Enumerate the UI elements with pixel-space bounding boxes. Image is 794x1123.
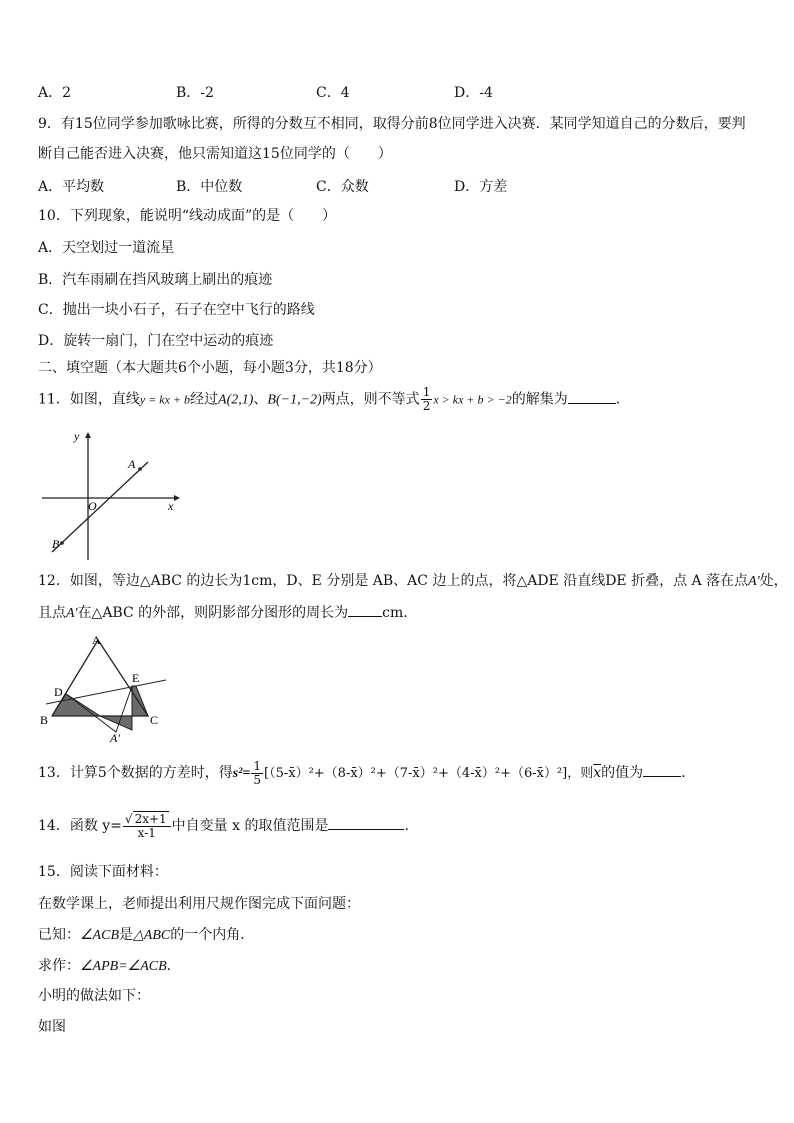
q11-x-label: x [168,499,174,513]
q11-point-b-dot [60,541,64,545]
q13-answer-blank [643,762,681,777]
q14-prefix: 14．函数 y= [38,818,122,834]
q11-line-ab [52,462,148,552]
q12-label-d: D [54,685,63,699]
q11-frac-den: 2 [422,399,431,413]
q9-stem-line2: 断自己能否进入决赛，他只需知道这15位同学的（ ） [38,146,392,162]
q11-answer-blank [568,389,616,404]
q11-through: 经过 [190,391,219,408]
q12-answer-blank [348,602,382,617]
q13-xbar: $\overline{x}$ [593,765,602,781]
q12-label-a: A [92,634,101,647]
q12-a-prime-1: A' [748,574,760,589]
q10-option-c: C．抛出一块小石子，石子在空中飞行的路线 [38,302,315,318]
q12-a-prime-2: A' [66,606,78,621]
q12-fold-line-de [46,680,166,704]
q11-suffix: 的解集为 [511,391,568,408]
q13-frac-den: 5 [253,772,261,787]
q13-body: [（5-x̄）²+（8-x̄）²+（7-x̄）²+（4-x̄）²+（6-x̄）²]，则 [264,766,594,781]
q14-stem [38,808,409,844]
q11-y-label: y [74,429,80,443]
q9-option-a: A．平均数 [38,179,105,195]
q9-option-b: B．中位数 [176,179,243,195]
q13-s-squared: s²= [232,766,251,781]
q15-line4 [38,956,181,977]
q15-line3 [38,925,254,946]
q14-suffix: 中自变量 x 的取值范围是 [171,818,329,834]
q15-line3-mid: 是 [119,927,133,943]
q13-fraction [251,760,263,787]
q11-mid: 两点，则不等式 [321,391,420,408]
q15-angle-acb: ∠ACB [80,928,119,943]
q15-line2: 在数学课上，老师提出利用尺规作图完成下面问题： [38,896,360,912]
q11-point-b: B(−1,−2) [267,392,322,408]
q15-line5: 小明的做法如下： [38,988,150,1004]
q8-option-a: A．2 [38,85,72,101]
q12-triangle-figure [38,634,178,746]
q15-line6: 如图 [38,1019,66,1035]
q11-fraction [421,386,433,413]
q12-label-c: C [150,713,159,727]
q11-x-arrow [174,495,180,501]
q13-frac-num: 1 [253,758,261,773]
q14-radicand: 2x+1 [134,811,167,826]
q11-separator: 、 [253,391,268,408]
q13-end: . [681,765,686,781]
q15-line4-post: ． [166,958,181,974]
q12-line2-mid: 在△ABC 的外部，则阴影部分图形的周长为 [77,605,349,621]
q15-angle-apb: ∠APB=∠ACB [80,959,167,974]
q13-prefix: 13．计算5个数据的方差时，得 [38,765,233,781]
q9-stem-line1: 9．有15位同学参加歌咏比赛，所得的分数互不相同，取得分前8位同学进入决赛．某同学知道自己的分数后，要判 [38,116,746,132]
q13-suffix: 的值为 [601,765,644,781]
q15-line1: 15．阅读下面材料： [38,864,168,880]
q9-option-d: D．方差 [454,179,508,195]
q11-point-a-dot [138,467,142,471]
q14-fraction [123,813,171,840]
q12-label-a-prime: A' [110,731,120,745]
q13-stem [38,758,686,789]
section-heading-fill-in: 二、填空题（本大题共6个小题，每小题3分，共18分） [38,360,382,376]
q15-triangle-abc: △ABC [133,928,171,943]
q11-origin-label: O [88,499,97,513]
q12-label-b: B [40,713,49,727]
q8-option-c: C．4 [316,85,350,101]
q12-label-e: E [132,671,140,685]
q8-option-d: D．-4 [454,85,493,101]
q11-line-equation: y = kx + b [139,392,191,407]
q11-y-arrow [85,432,91,438]
q11-coordinate-figure [38,426,180,562]
q11-inequality: x > kx + b > −2 [433,392,512,407]
q12-line2-pre: 且点 [38,605,66,621]
q12-stem-line1 [38,571,788,592]
q11-prefix: 11．如图，直线 [38,391,140,408]
q15-line3-pre: 已知： [38,927,80,943]
q14-end: . [404,818,409,834]
q10-stem: 10．下列现象，能说明“线动成面”的是（ ） [38,208,337,224]
q9-option-c: C．众数 [316,179,369,195]
q14-numerator: √ 2x+1 [123,813,171,827]
q10-option-a: A．天空划过一道流星 [38,240,175,256]
q14-denominator: x-1 [137,825,156,840]
q8-option-b: B．-2 [176,85,214,101]
q11-end: . [615,391,621,408]
q11-b-label: B [52,537,60,551]
q12-line1-pre: 12．如图，等边△ABC 的边长为1cm，D、E 分别是 AB、AC 边上的点，将△ADE 沿直线DE 折叠，点 A 落在点 [38,573,749,589]
q14-answer-blank [328,815,404,830]
q10-option-b: B．汽车雨刷在挡风玻璃上刷出的痕迹 [38,272,273,288]
q12-stem-line2 [38,602,408,624]
q12-unit: cm. [382,605,408,621]
q11-frac-num: 1 [422,385,431,399]
q11-a-label: A [128,457,136,471]
q12-line1-post: 处， [759,573,788,589]
q15-line4-pre: 求作： [38,958,80,974]
q10-option-d: D．旋转一扇门，门在空中运动的痕迹 [38,333,274,349]
q11-point-a: A(2,1) [218,392,254,408]
q15-line3-post: 的一个内角． [170,927,255,943]
q11-stem [38,386,620,414]
